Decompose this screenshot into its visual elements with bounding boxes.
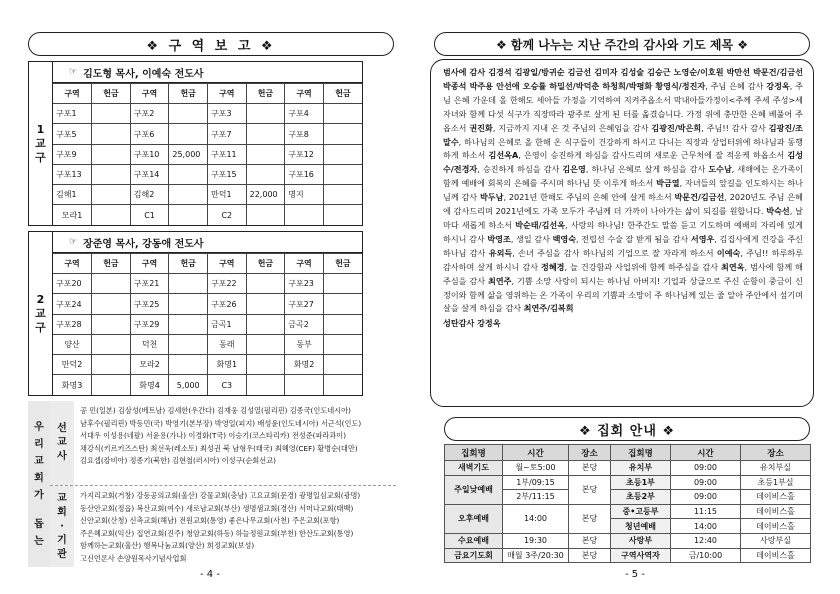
meeting-row (445, 533, 811, 548)
grid-header-cell: 구역 (53, 84, 92, 104)
offering-cell (323, 294, 362, 314)
offering-cell (92, 355, 131, 375)
district-name-cell: 구포22 (208, 274, 247, 294)
offering-cell (323, 144, 362, 164)
meeting-time: 09:00 (671, 461, 741, 476)
header-cell: 장소 (741, 445, 811, 461)
meeting-place: 데이비스홀 (741, 519, 811, 534)
meeting-time: 12:40 (671, 533, 741, 548)
prayer-name: 박금열 (656, 178, 680, 189)
meeting-place: 본당 (569, 461, 611, 476)
prayer-name: 김은영 (562, 164, 586, 175)
header-cell: 시간 (503, 445, 569, 461)
district-name-cell: 화명3 (53, 375, 92, 395)
district-label-char: 교 (35, 136, 46, 150)
district-2-leader (53, 232, 362, 253)
district-name-cell: 구포8 (285, 124, 324, 144)
offering-cell (323, 164, 362, 184)
grid-header-cell: 구역 (130, 254, 169, 274)
district-name-cell: 구포15 (208, 164, 247, 184)
offering-cell (323, 205, 362, 225)
grid-header-cell: 구역 (53, 254, 92, 274)
prayer-box (430, 59, 814, 407)
meeting-time: 11:15 (671, 504, 741, 519)
meeting-time: 09:00 (671, 490, 741, 505)
leader-names: 장준영 목사, 강동애 전도사 (83, 238, 204, 250)
prayer-title: ❖ 함께 나누는 지난 주간의 감사와 기도 제목 ❖ (434, 32, 810, 56)
grid-header-cell: 구역 (285, 84, 324, 104)
offering-cell (169, 164, 208, 184)
offering-cell (323, 124, 362, 144)
offering-cell: 22,000 (246, 185, 285, 205)
vertical-label-char: 회 (34, 472, 44, 484)
meeting-name: 구역사역자 (611, 548, 671, 563)
district-name-cell: 구포26 (208, 294, 247, 314)
churches-part (50, 486, 396, 567)
meeting-header-row (445, 445, 811, 461)
offering-cell (323, 355, 362, 375)
meeting-title: ❖ 집회 안내 ❖ (444, 417, 810, 441)
meeting-name: 오후예배 (445, 504, 503, 533)
offering-cell (169, 334, 208, 354)
district-name-cell: 동부 (285, 334, 324, 354)
grid-header-cell: 헌금 (169, 84, 208, 104)
district-name-cell: 양산 (53, 334, 92, 354)
district-name-cell: 명지 (285, 185, 324, 205)
district-name-cell: 구포29 (130, 314, 169, 334)
vertical-label-char: 리 (34, 438, 44, 450)
offering-cell (169, 274, 208, 294)
prayer-name: 최연주/김복희 (523, 303, 574, 314)
district-name-cell: 구포24 (53, 294, 92, 314)
grid-header-cell: 헌금 (246, 84, 285, 104)
prayer-content: , 김집사에게 건강을 주신 하나님 감사 (443, 233, 803, 258)
meeting-place: 본당 (569, 533, 611, 548)
header-cell: 장소 (569, 445, 611, 461)
offering-cell (246, 124, 285, 144)
grid-header-cell: 구역 (208, 84, 247, 104)
prayer-name: 유외득 (488, 247, 513, 258)
offering-cell (246, 355, 285, 375)
offering-cell (323, 185, 362, 205)
list-item: 채강식(키르키즈스탄) 최선욱(레소토) 최성권 북 남형우(태국) 최혜영(CEF) 황병순(대만) (80, 443, 358, 453)
prayer-name: 최연옥 (721, 261, 745, 272)
missionaries-list (74, 401, 396, 485)
churches-list (74, 486, 396, 567)
mission-vertical-label (28, 401, 50, 567)
offering-cell (246, 314, 285, 334)
district-name-cell: 만덕2 (53, 355, 92, 375)
prayer-name: 박두남 (479, 192, 504, 203)
district-name-cell: 구포2 (130, 104, 169, 124)
prayer-content: , 은영이 승진하게 하심을 감사드리며 새로운 근무처에 잘 적응케 하옵소서 (518, 150, 788, 161)
offering-cell (246, 294, 285, 314)
meeting-place: 본당 (569, 504, 611, 533)
prayer-name: 김광진/조말수 (443, 122, 803, 147)
prayer-name: 박문건/김금선 (674, 192, 725, 203)
prayer-name: 박순태/김선옥 (515, 219, 566, 230)
offering-cell (92, 144, 131, 164)
grid-row (53, 274, 362, 294)
meeting-name: 사랑부 (611, 533, 671, 548)
district-name-cell: 금곡2 (285, 314, 324, 334)
district-1-table (28, 61, 363, 226)
prayer-content: , 범사에 함께 해 주심을 감사 (443, 261, 804, 286)
district-name-cell: 구포4 (285, 104, 324, 124)
district-name-cell: 구포20 (53, 274, 92, 294)
meeting-time: 14:00 (671, 519, 741, 534)
offering-cell (323, 104, 362, 124)
district-name-cell: 구포5 (53, 124, 92, 144)
pointing-hand-icon: ☞ (69, 67, 78, 77)
prayer-name: 도수남 (708, 164, 732, 175)
prayer-content: , 늘 건강함과 사업위에 함께 하주심을 감사 (564, 261, 722, 272)
meeting-name: 청년예배 (611, 519, 671, 534)
district-2-label (29, 232, 53, 395)
meeting-name: 새벽기도 (445, 461, 503, 476)
pointing-hand-icon: ☞ (69, 237, 78, 247)
offering-cell (92, 274, 131, 294)
district-2-grid (53, 253, 362, 395)
meeting-place: 초등1부실 (741, 475, 811, 490)
offering-cell (246, 274, 285, 294)
grid-row (53, 205, 362, 225)
prayer-content: , 손녀 주심을 감사 하나님의 기업으로 잘 자라게 하소서 (512, 247, 717, 258)
prayer-recorder: 성탄감사 강정옥 (443, 318, 501, 329)
offering-cell (169, 104, 208, 124)
meeting-row (445, 504, 811, 519)
vertical-label-char: · (60, 520, 64, 532)
offering-cell (246, 104, 285, 124)
prayer-content: , 주님!! 감사 감사 (701, 122, 769, 133)
prayer-name: 강정옥 (766, 80, 790, 91)
vertical-label-char: 가 (34, 489, 44, 501)
offering-cell (246, 205, 285, 225)
offering-cell (323, 314, 362, 334)
header-cell: 시간 (671, 445, 741, 461)
meeting-time: 금/10:00 (671, 548, 741, 563)
meeting-name: 중•고등부 (611, 504, 671, 519)
offering-cell (92, 104, 131, 124)
district-label-char: 구 (35, 320, 46, 334)
grid-header-cell: 헌금 (169, 254, 208, 274)
prayer-name: 이예숙 (716, 247, 741, 258)
offering-cell (92, 124, 131, 144)
list-item: 김요셉(캄비아) 정종기(북한) 김현철(러시아) 이성구(순회선교) (80, 456, 276, 465)
district-name-cell: C2 (208, 205, 247, 225)
prayer-content: , 자녀들의 앞길을 인도하시는 하나님께 감사 (443, 178, 803, 203)
offering-cell (92, 334, 131, 354)
prayer-name: 최연주 (488, 275, 512, 286)
vertical-label-char: 기 (57, 534, 67, 546)
list-item: 가지리교회(거창) 강동공의교회(울산) 강물교회(충남) 고요교회(문경) 광명일심교회(광명) (80, 491, 361, 500)
prayer-text (443, 66, 803, 316)
grid-row (53, 185, 362, 205)
district-name-cell: 구포10 (130, 144, 169, 164)
offering-cell (92, 205, 131, 225)
offering-cell: 25,000 (169, 144, 208, 164)
meeting-time: 19:30 (503, 533, 569, 548)
leader-names: 김도형 목사, 이예숙 전도사 (83, 68, 204, 80)
district-name-cell: 구포23 (285, 274, 324, 294)
district-name-cell: 구포11 (208, 144, 247, 164)
vertical-label-char: 사 (57, 451, 67, 462)
offering-cell (246, 334, 285, 354)
grid-header-cell: 구역 (130, 84, 169, 104)
vertical-label-char: 교 (34, 455, 44, 467)
offering-cell (169, 205, 208, 225)
prayer-content: , 주님!! 하루하루 감사하며 살게 하시니 감사 (443, 247, 803, 272)
meeting-place: 데이비스홀 (741, 548, 811, 563)
prayer-content: , 기쁨 소망 사랑이 되시는 하나님 아버지! 기업과 상급으로 주신 순함이 중금이 신정이와 함께 삶을 영위하는 온 가족이 우리의 기쁨과 소망이 주 하나님께 있는 줄 알아 주안에서 섬기며 살을 살게 하심을 감사 (443, 275, 803, 314)
prayer-name: 서영우 (690, 233, 715, 244)
district-name-cell: 구포21 (130, 274, 169, 294)
grid-row (53, 164, 362, 184)
header-cell: 집회명 (611, 445, 671, 461)
prayer-content: , 사랑의 하나님! 한주간도 말씀 듣고 기도하며 예배의 자리에 있게하시니 감사 (443, 219, 803, 244)
district-name-cell: 구포13 (53, 164, 92, 184)
meeting-time: 1부/09:15 (503, 475, 569, 490)
district-name-cell: 화명1 (208, 355, 247, 375)
meeting-place: 본당 (569, 475, 611, 504)
district-label-char: 2 (36, 292, 45, 306)
vertical-label-char: 관 (57, 548, 67, 560)
list-item: 서대우 이성용(네팔) 서윤용(가나) 이경화(T국) 이승기(코스타리카) 전성준(파라과이) (80, 431, 347, 440)
district-name-cell: 김해1 (53, 185, 92, 205)
meeting-name: 초등1부 (611, 475, 671, 490)
district-name-cell: 화명2 (285, 355, 324, 375)
prayer-content: , 주님 은혜 감사 (705, 80, 767, 91)
page-number-right: - 5 - (625, 569, 645, 580)
missionaries-label (50, 401, 74, 485)
vertical-label-char: 돕 (34, 518, 44, 530)
offering-cell (246, 144, 285, 164)
grid-row (53, 375, 362, 395)
list-item: 신안교회(산청) 신촉교회(해남) 전원교회(통영) 좋은나무교회(사천) 주은교회(포항) (80, 516, 340, 525)
district-name-cell: 덕천 (130, 334, 169, 354)
prayer-content: , 하나님 은혜로 살게 하심을 감사 (585, 164, 709, 175)
grid-header-row (53, 254, 362, 274)
prayer-content: , 주님 은혜 가운데 올 한해도 세아들 가정을 기억하여 지켜주옵소서 막내아들가정이<주께 주세 주성>세자녀와 함께 다섯 식구가 직장따라 광주로 살게 된 터를 옮겼습니다. 가정 위에 충만한 은혜 베풀어 주옵소서 (443, 80, 803, 133)
offering-cell (169, 294, 208, 314)
offering-cell: 5,000 (169, 375, 208, 395)
prayer-name: 박숙선 (766, 206, 790, 217)
offering-cell (92, 164, 131, 184)
prayer-content: , 전립선 수술 잘 받게 됨을 감사 (576, 233, 691, 244)
district-name-cell: 김해2 (130, 185, 169, 205)
mission-content (50, 401, 396, 567)
district-name-cell: 구포25 (130, 294, 169, 314)
district-name-cell: C1 (130, 205, 169, 225)
district-label-char: 1 (36, 122, 45, 136)
district-name-cell (285, 375, 324, 395)
meeting-place: 유치부실 (741, 461, 811, 476)
grid-row (53, 334, 362, 354)
mission-support-section (28, 401, 396, 567)
district-name-cell: 구포1 (53, 104, 92, 124)
prayer-name: 김성수/전경자 (443, 150, 803, 175)
meeting-row (445, 475, 811, 490)
district-2-table (28, 231, 363, 396)
district-name-cell: 구포6 (130, 124, 169, 144)
grid-row (53, 355, 362, 375)
grid-header-cell: 헌금 (92, 254, 131, 274)
district-1-body (53, 62, 362, 225)
district-name-cell: 구포7 (208, 124, 247, 144)
district-report-title: ❖ 구 역 보 고 ❖ (28, 32, 394, 56)
vertical-label-char: 는 (34, 535, 44, 547)
prayer-name: 권진화 (469, 122, 493, 133)
district-name-cell: 구포28 (53, 314, 92, 334)
list-item: 주은혜교회(익산) 집연교회(진주) 청암교회(하동) 하늘정원교회(부천) 한산도교회(통영) (80, 528, 354, 538)
prayer-name: 정혜경 (541, 261, 565, 272)
list-item: 함께하는교회(울산) 행복나눔교회(양산) 희정교회(보성) (80, 541, 255, 550)
meeting-name: 주일낮예배 (445, 475, 503, 504)
prayer-content: , 2020년도 주님 은혜에 감사드리며 2021년에도 가족 모두가 주님께 더 가까이 나아가는 삶이 되길를 원합니다. (443, 192, 803, 217)
offering-cell (323, 274, 362, 294)
grid-header-cell: 구역 (208, 254, 247, 274)
grid-row (53, 314, 362, 334)
prayer-name: 범사에 감사 김경석 김광일/방귀순 김금선 김미자 김성술 김승근 노영순/이호원 박만선 박문건/김금선 박종석 박주용 안선애 오승률 하밀선/박덕춘 하청희/박평화 황영식/정진자 (443, 67, 803, 91)
grid-header-cell: 헌금 (246, 254, 285, 274)
list-item: 공 민(일본) 김삼성(베트남) 김세한(우간다) 김재웅 김성열(필리핀) 김종국(인도네시아) (80, 406, 351, 415)
grid-row (53, 144, 362, 164)
header-cell: 집회명 (445, 445, 503, 461)
grid-header-cell: 헌금 (323, 254, 362, 274)
district-name-cell: 화명4 (130, 375, 169, 395)
meeting-name: 초등2부 (611, 490, 671, 505)
district-1-grid (53, 83, 362, 225)
district-name-cell: 동래 (208, 334, 247, 354)
meeting-time: 09:00 (671, 475, 741, 490)
churches-label (50, 486, 74, 567)
meeting-time: 매월 3주/20:30 (503, 548, 569, 563)
prayer-content: , 지금까지 지내 온 것 주님의 은혜임을 감사 (492, 122, 652, 133)
district-name-cell: 모라1 (53, 205, 92, 225)
left-page (0, 0, 410, 594)
offering-cell (323, 375, 362, 395)
prayer-name: 백영숙 (552, 233, 577, 244)
district-name-cell: 만덕1 (208, 185, 247, 205)
meeting-row (445, 461, 811, 476)
vertical-label-char: 우 (34, 421, 44, 433)
meeting-time: 2부/11:15 (503, 490, 569, 505)
district-name-cell: 구포16 (285, 164, 324, 184)
meeting-time: 월~토5:00 (503, 461, 569, 476)
grid-header-cell: 헌금 (92, 84, 131, 104)
prayer-content: , 새해에는 온가족이 함께 예배에 회복의 은혜를 주시며 하나님 뜻 이루게 하소서 (443, 164, 803, 189)
district-name-cell: 금곡1 (208, 314, 247, 334)
prayer-content: , 하나님의 은혜로 올 한해 온 식구들이 건강하게 하시고 다니는 직장과 상업터위에 하나님과 동행하게 하소서 (443, 136, 803, 161)
district-name-cell: 모라2 (130, 355, 169, 375)
vertical-label-char: 교 (57, 437, 67, 448)
grid-row (53, 124, 362, 144)
grid-row (53, 104, 362, 124)
district-name-cell: C3 (208, 375, 247, 395)
grid-row (53, 294, 362, 314)
meeting-table (444, 444, 811, 563)
right-page (420, 0, 840, 594)
district-name-cell: 구포27 (285, 294, 324, 314)
offering-cell (323, 334, 362, 354)
meeting-place: 사랑부실 (741, 533, 811, 548)
meeting-name: 금요기도회 (445, 548, 503, 563)
offering-cell (169, 314, 208, 334)
prayer-content: , 2021년 한해도 주님의 은혜 안에 살게 하소서 (503, 192, 675, 203)
prayer-name: 김선옥A (488, 150, 519, 161)
page-number-left: - 4 - (200, 569, 220, 580)
district-1-label (29, 62, 53, 225)
grid-header-cell: 헌금 (323, 84, 362, 104)
vertical-label-char: 선 (57, 423, 67, 434)
prayer-content: , 승진하게 하심을 감사 (477, 164, 563, 175)
list-item: 남후수(필리핀) 박동민(국) 박영기(본부장) 박영일(피지) 배성윤(인도네시아) 서근석(인도) (80, 418, 362, 428)
offering-cell (169, 124, 208, 144)
missionaries-part (50, 401, 396, 486)
offering-cell (169, 185, 208, 205)
district-name-cell (285, 205, 324, 225)
grid-header-cell: 구역 (285, 254, 324, 274)
offering-cell (92, 314, 131, 334)
offering-cell (169, 355, 208, 375)
list-item: 동산안교회(정읍) 복산교회(여수) 새로남교회(부산) 생명샘교회(경산) 서머나교회(태백) (80, 503, 354, 513)
meeting-place: 데이비스홀 (741, 490, 811, 505)
meeting-row (445, 548, 811, 563)
list-item: 고신언론사 손양원목사기념사업회 (80, 553, 187, 563)
district-label-char: 교 (35, 306, 46, 320)
meeting-place: 데이비스홀 (741, 504, 811, 519)
offering-cell (92, 294, 131, 314)
meeting-place: 본당 (569, 548, 611, 563)
offering-cell (92, 375, 131, 395)
vertical-label-char: 교 (57, 492, 67, 504)
vertical-label-char: 회 (57, 506, 67, 518)
prayer-content: , 생일 감사 (510, 233, 553, 244)
meeting-time: 14:00 (503, 504, 569, 533)
prayer-name: 김광진/박은희 (651, 122, 702, 133)
prayer-name: 박영조 (487, 233, 511, 244)
district-name-cell: 구포3 (208, 104, 247, 124)
offering-cell (246, 164, 285, 184)
district-name-cell: 구포14 (130, 164, 169, 184)
meeting-name: 유치부 (611, 461, 671, 476)
meeting-name: 수요예배 (445, 533, 503, 548)
prayer-content: , 날마다 새롭게 하소서 (443, 206, 803, 230)
grid-header-row (53, 84, 362, 104)
offering-cell (246, 375, 285, 395)
district-2-body (53, 232, 362, 395)
district-name-cell: 구포12 (285, 144, 324, 164)
district-name-cell: 구포9 (53, 144, 92, 164)
district-label-char: 구 (35, 150, 46, 164)
offering-cell (92, 185, 131, 205)
district-1-leader (53, 62, 362, 83)
